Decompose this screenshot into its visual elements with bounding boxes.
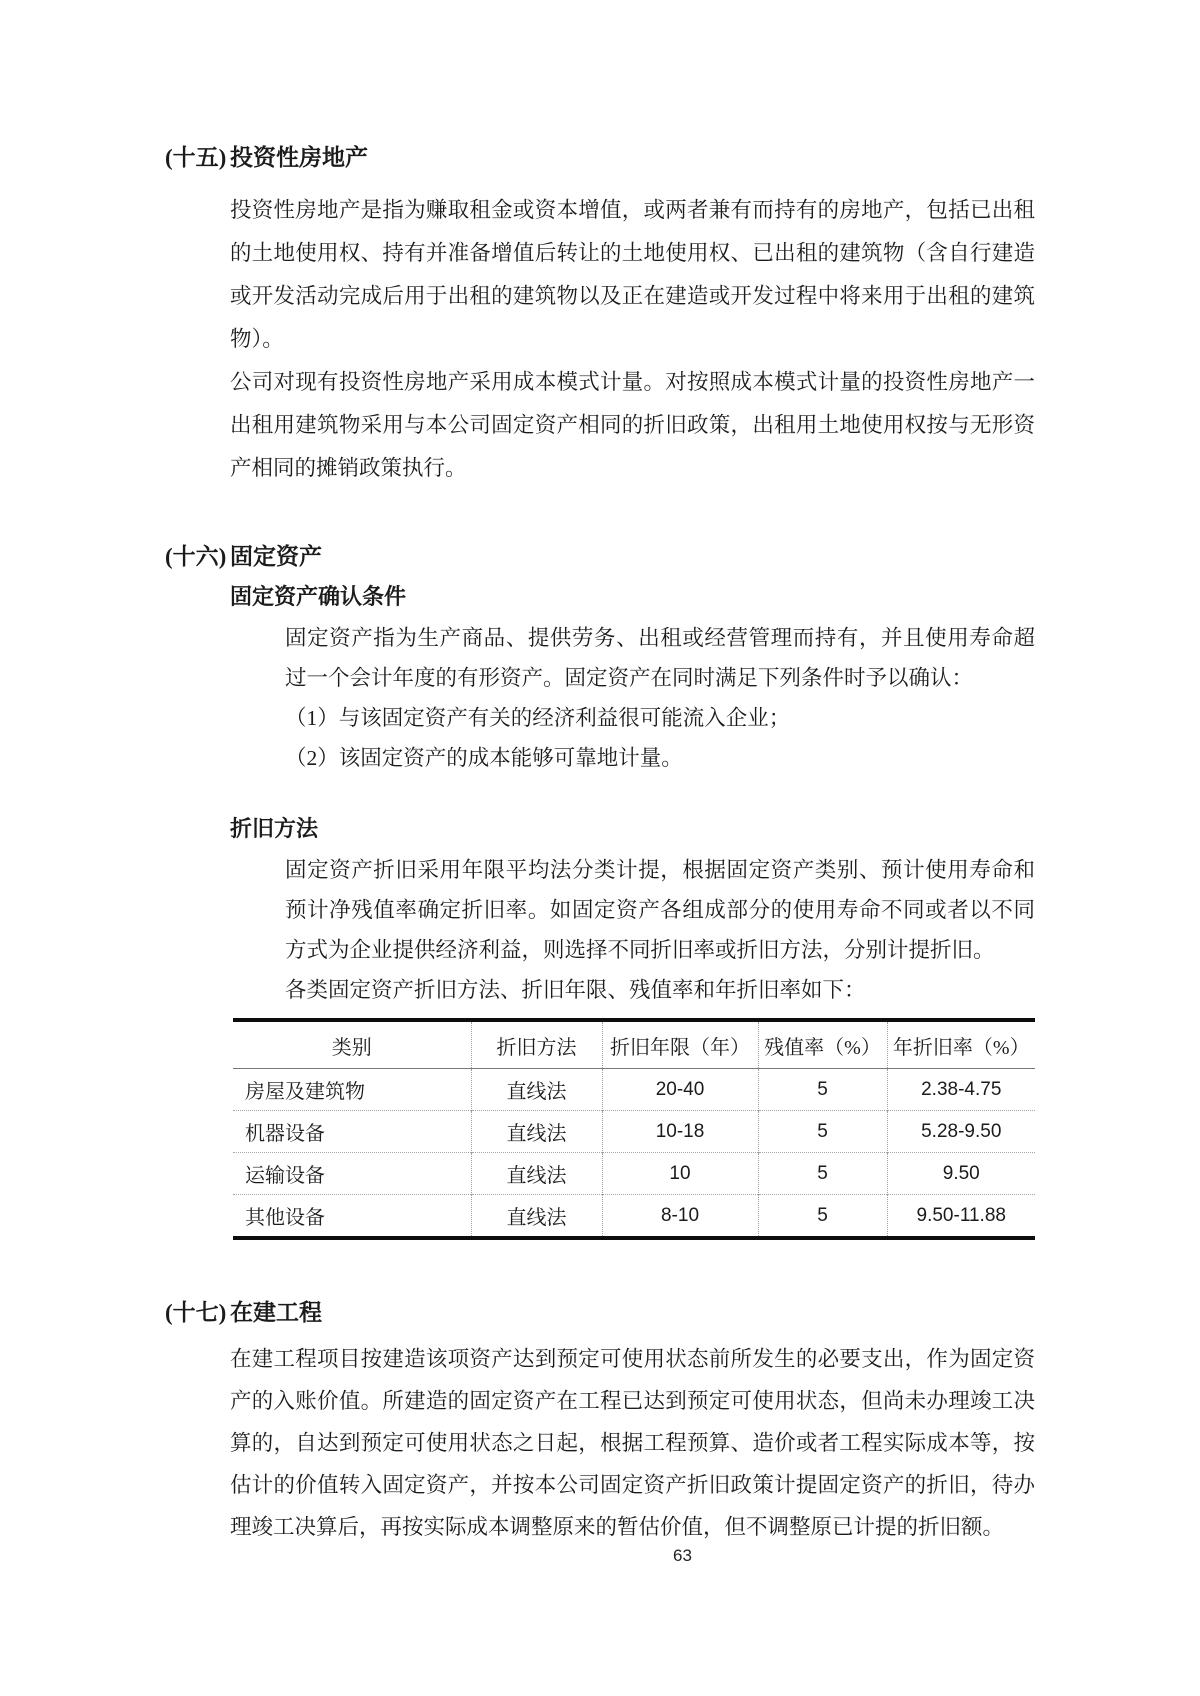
subsection-recognition-body (285, 618, 1035, 778)
table-cell: 5 (758, 1069, 887, 1111)
table-cell: 8-10 (602, 1195, 758, 1239)
section-15-label: (十五) (165, 145, 227, 170)
table-cell: 5.28-9.50 (887, 1111, 1035, 1153)
table-cell: 10-18 (602, 1111, 758, 1153)
table-cell: 机器设备 (233, 1111, 471, 1153)
paragraph: 固定资产折旧采用年限平均法分类计提，根据固定资产类别、预计使用寿命和预计净残值率确定折旧率。如固定资产各组成部分的使用寿命不同或者以不同方式为企业提供经济利益，则选择不同折旧率或折旧方法，分别计提折旧。 (285, 858, 1035, 962)
subsection-recognition-heading: 固定资产确认条件 (230, 584, 407, 609)
subsection-depreciation-body (285, 850, 1035, 1010)
table-row (233, 1153, 1035, 1195)
header-cell-residual-rate: 残值率（%） (758, 1020, 887, 1069)
table-cell: 9.50-11.88 (887, 1195, 1035, 1239)
paragraph: 各类固定资产折旧方法、折旧年限、残值率和年折旧率如下： (285, 978, 866, 1002)
section-construction-in-progress (165, 1298, 1035, 1548)
section-17-body (230, 1338, 1035, 1548)
table-row (233, 1195, 1035, 1239)
table-cell: 直线法 (471, 1153, 602, 1195)
header-cell-years: 折旧年限（年） (602, 1020, 758, 1069)
section-16-heading (165, 542, 1035, 572)
section-16-label: (十六) (165, 544, 227, 569)
table-cell: 运输设备 (233, 1153, 471, 1195)
list-item-1: （1）与该固定资产有关的经济利益很可能流入企业； (285, 706, 791, 730)
table-header-row (233, 1020, 1035, 1069)
paragraph: 在建工程项目按建造该项资产达到预定可使用状态前所发生的必要支出，作为固定资产的入账价值。所建造的固定资产在工程已达到预定可使用状态，但尚未办理竣工决算的，自达到预定可使用状态之日起，根据工程预算、造价或者工程实际成本等，按估计的价值转入固定资产，并按本公司固定资产折旧政策计提固定资产的折旧，待办理竣工决算后，再按实际成本调整原来的暂估价值，但不调整原已计提的折旧额。 (230, 1347, 1035, 1539)
section-17-title: 在建工程 (230, 1300, 322, 1325)
table-cell: 5 (758, 1195, 887, 1239)
paragraph: 投资性房地产是指为赚取租金或资本增值，或两者兼有而持有的房地产，包括已出租的土地使用权、持有并准备增值后转让的土地使用权、已出租的建筑物（含自行建造或开发活动完成后用于出租的建筑物以及正在建造或开发过程中将来用于出租的建筑物）。 (230, 198, 1035, 351)
header-cell-method: 折旧方法 (471, 1020, 602, 1069)
paragraph: 固定资产指为生产商品、提供劳务、出租或经营管理而持有，并且使用寿命超过一个会计年度的有形资产。固定资产在同时满足下列条件时予以确认： (285, 626, 1035, 690)
section-fixed-assets (165, 542, 1035, 1240)
table-cell: 10 (602, 1153, 758, 1195)
section-17-label: (十七) (165, 1300, 227, 1325)
table-cell: 9.50 (887, 1153, 1035, 1195)
table-cell: 直线法 (471, 1111, 602, 1153)
section-17-heading (165, 1298, 1035, 1328)
table-cell: 5 (758, 1111, 887, 1153)
table-cell: 房屋及建筑物 (245, 1081, 365, 1103)
depreciation-table (233, 1018, 1035, 1240)
subsection-depreciation-heading: 折旧方法 (230, 816, 319, 841)
page-content (165, 143, 1035, 1548)
table-cell: 5 (758, 1153, 887, 1195)
table-row (233, 1111, 1035, 1153)
table-cell: 直线法 (471, 1195, 602, 1239)
page-number: 63 (673, 1546, 692, 1565)
table-cell: 20-40 (602, 1069, 758, 1111)
header-cell-annual-rate: 年折旧率（%） (887, 1020, 1035, 1069)
section-15-title: 投资性房地产 (230, 145, 368, 170)
header-cell-category: 类别 (233, 1020, 471, 1069)
table-cell: 其他设备 (233, 1195, 471, 1239)
section-16-title: 固定资产 (230, 544, 322, 569)
section-15-heading (165, 143, 1035, 173)
table-cell: 直线法 (471, 1069, 602, 1111)
section-15-body (230, 189, 1035, 490)
paragraph: 公司对现有投资性房地产采用成本模式计量。对按照成本模式计量的投资性房地产一出租用建筑物采用与本公司固定资产相同的折旧政策，出租用土地使用权按与无形资产相同的摊销政策执行。 (230, 370, 1035, 480)
table-cell: 2.38-4.75 (887, 1069, 1035, 1111)
list-item-2: （2）该固定资产的成本能够可靠地计量。 (285, 746, 683, 770)
table-row (233, 1069, 1035, 1111)
section-investment-property (165, 143, 1035, 490)
